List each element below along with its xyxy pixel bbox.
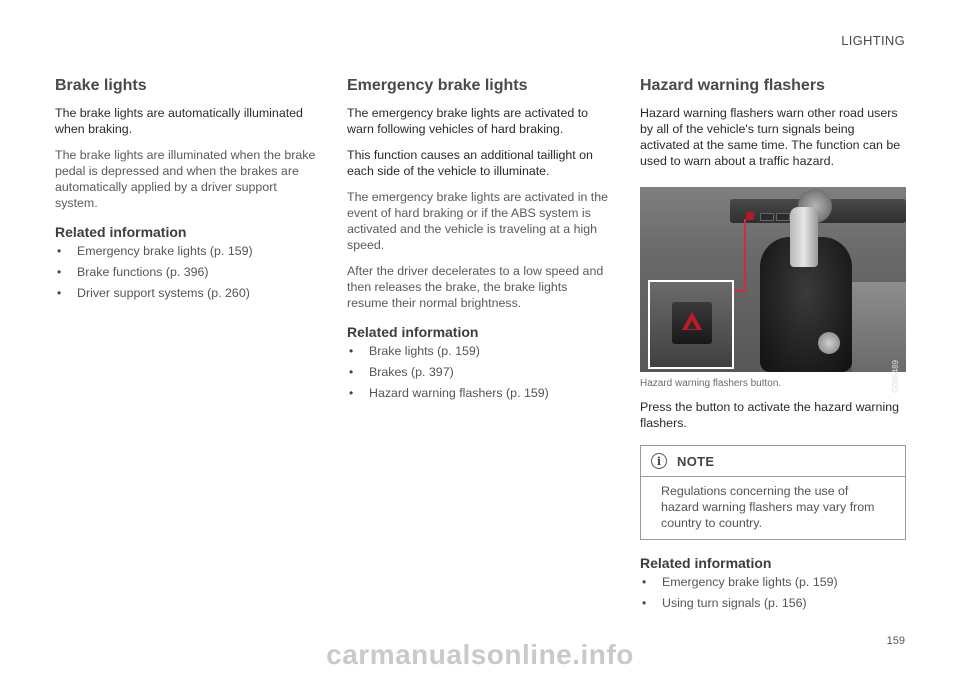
- related-info-heading: Related information: [55, 224, 187, 240]
- related-link[interactable]: • Using turn signals (p. 156): [640, 595, 906, 611]
- related-link[interactable]: • Brake lights (p. 159): [347, 343, 609, 359]
- column-brake-lights: [55, 76, 317, 306]
- gear-shifter-handle: [790, 207, 818, 267]
- lead-paragraph: Hazard warning flashers warn other road users by all of the vehicle's turn signals being activated at the same time. The function can be used to warn about a traffic hazard.: [640, 106, 901, 168]
- related-link[interactable]: • Hazard warning flashers (p. 159): [347, 385, 609, 401]
- related-link[interactable]: • Emergency brake lights (p. 159): [640, 574, 906, 590]
- hazard-button-closeup: [648, 280, 734, 369]
- image-code: G065489: [891, 360, 900, 393]
- start-knob: [818, 332, 840, 354]
- figure-caption: Hazard warning flashers button.: [640, 378, 782, 389]
- related-info-list: [347, 343, 609, 401]
- related-link[interactable]: • Emergency brake lights (p. 159): [55, 243, 317, 259]
- console-button: [776, 213, 790, 221]
- body-paragraph: The brake lights are illuminated when the brake pedal is depressed and when the brakes are automatically applied by a driver support system.: [55, 148, 316, 210]
- related-link[interactable]: • Brakes (p. 397): [347, 364, 609, 380]
- section-title-hazard-flashers: Hazard warning flashers: [640, 77, 825, 94]
- section-title-brake-lights: Brake lights: [55, 77, 147, 94]
- related-info-list: [640, 574, 906, 611]
- section-header: LIGHTING: [841, 33, 905, 48]
- info-icon: i: [651, 453, 667, 469]
- section-title-emergency-brake-lights: Emergency brake lights: [347, 77, 528, 94]
- note-body: Regulations concerning the use of hazard warning flashers may vary from country to country.: [661, 484, 875, 530]
- page-number: 159: [886, 635, 905, 647]
- body-paragraph: The emergency brake lights are activated in the event of hard braking or if the ABS system is activated and the vehicle is traveling at a high speed.: [347, 190, 609, 252]
- related-info-heading: Related information: [640, 555, 772, 571]
- body-paragraph: After the driver decelerates to a low speed and then releases the brake, the brake lights resume their normal brightness.: [347, 264, 604, 310]
- related-info-list: [55, 243, 317, 301]
- callout-line: [744, 219, 746, 292]
- related-info-heading: Related information: [347, 324, 479, 340]
- column-emergency-brake-lights: [347, 76, 609, 406]
- note-title: NOTE: [677, 453, 715, 469]
- related-link[interactable]: • Brake functions (p. 396): [55, 264, 317, 280]
- note-header: [641, 446, 905, 477]
- hazard-triangle-inner-icon: [687, 320, 697, 329]
- note-box: [640, 445, 906, 540]
- column-hazard-warning-flashers: [640, 76, 906, 616]
- instruction-paragraph: Press the button to activate the hazard warning flashers.: [640, 400, 899, 430]
- related-link[interactable]: • Driver support systems (p. 260): [55, 285, 317, 301]
- hazard-button: [672, 302, 712, 344]
- console-button: [760, 213, 774, 221]
- console-trim-panel: [852, 282, 906, 372]
- watermark: carmanualsonline.info: [326, 639, 634, 670]
- lead-paragraph: The emergency brake lights are activated to warn following vehicles of hard braking.: [347, 106, 589, 136]
- lead-paragraph: The brake lights are automatically illuminated when braking.: [55, 106, 303, 136]
- lead-paragraph: This function causes an additional taillight on each side of the vehicle to illuminate.: [347, 148, 593, 178]
- hazard-button-indicator: [746, 212, 754, 220]
